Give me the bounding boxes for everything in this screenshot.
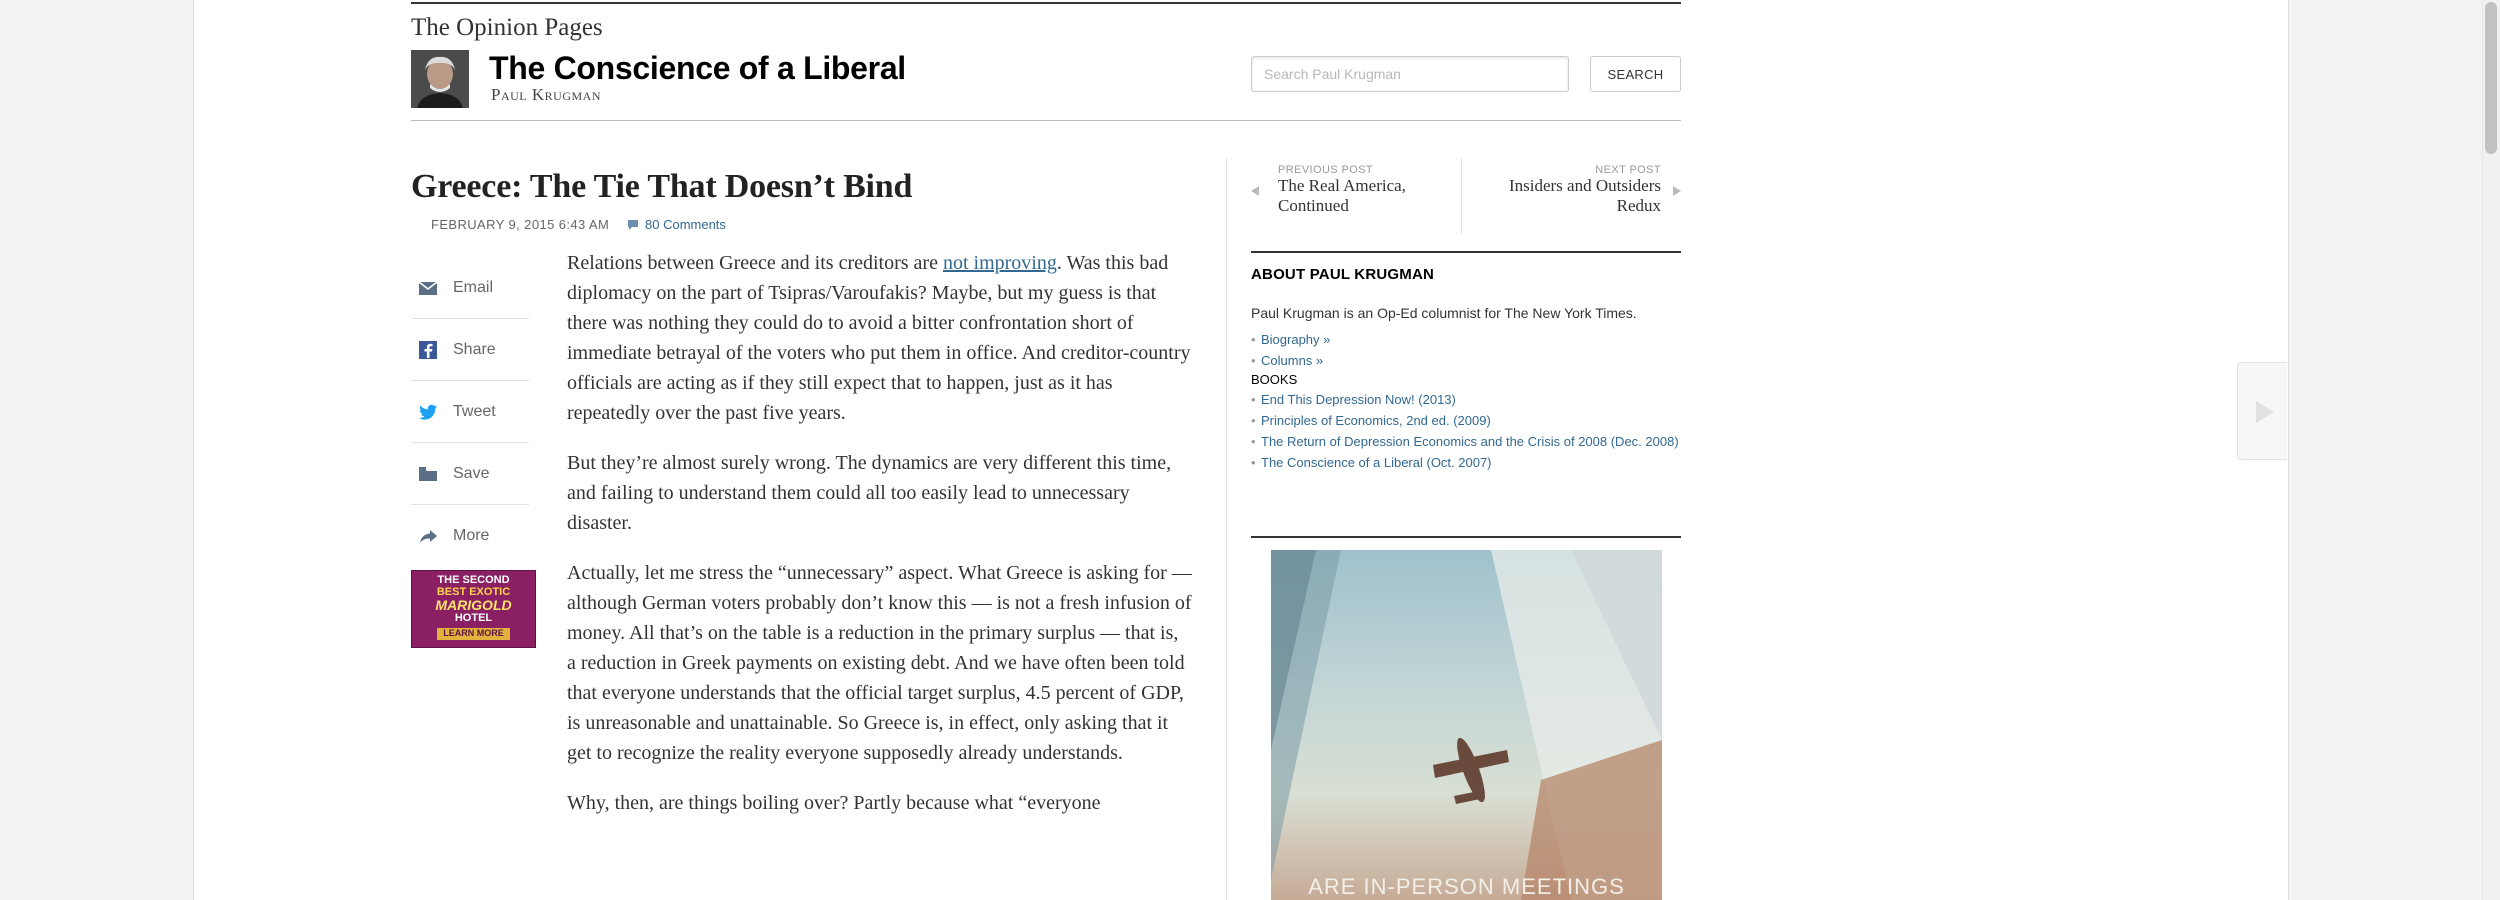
- comments-link[interactable]: [627, 217, 726, 232]
- ad-headline: ARE IN-PERSON MEETINGS: [1308, 874, 1625, 899]
- book-link[interactable]: • The Conscience of a Liberal (Oct. 2007): [1251, 455, 1681, 471]
- scrollbar-thumb[interactable]: [2485, 2, 2497, 154]
- folder-icon: [417, 463, 439, 485]
- p1-text-start: Relations between Greece and its creditors are: [567, 252, 943, 274]
- left-arrow-icon: [1251, 186, 1259, 196]
- comment-icon: [627, 219, 639, 231]
- share-facebook-label: Share: [453, 340, 496, 358]
- about-links: [1251, 332, 1681, 476]
- paragraph-4: Why, then, are things boiling over? Partly because what “everyone: [567, 792, 1101, 814]
- search-input[interactable]: [1251, 56, 1569, 92]
- save-label: Save: [453, 464, 490, 482]
- paragraph-1: [567, 248, 1192, 428]
- top-rule: [411, 2, 1681, 4]
- paragraph-2: But they’re almost surely wrong. The dynamics are very different this time, and failing to understand them could all too easily lead to unnecessary disaster.: [567, 452, 1172, 534]
- more-item[interactable]: [411, 505, 529, 567]
- share-email-label: Email: [453, 278, 494, 296]
- post-date: FEBRUARY 9, 2015 6:43 AM: [431, 217, 610, 232]
- share-twitter[interactable]: [411, 381, 529, 443]
- post-title: Greece: The Tie That Doesn’t Bind: [411, 168, 913, 205]
- next-post-link[interactable]: [1476, 158, 1681, 234]
- ad-line1: THE SECOND: [437, 574, 510, 586]
- post-nav-rule: [1251, 251, 1681, 253]
- comments-count: 80 Comments: [645, 217, 726, 232]
- twitter-icon: [417, 401, 439, 423]
- paragraph-3: Actually, let me stress the “unnecessary” aspect. What Greece is asking for — although German voters probably don’t know this — is not a fresh infusion of money. All that’s on the table is a reduction in the primary surplus — that is, a reduction in Greek payments on existing debt. And we have often been told that everyone understands that the official target surplus, 4.5 percent of GDP, is unreasonable and unattainable. So Greece is, in effect, only asking that it get to recognize the reality everyone supposedly already understands.: [567, 562, 1192, 764]
- next-article-tab[interactable]: [2237, 362, 2287, 460]
- blog-container: [411, 0, 1681, 900]
- share-arrow-icon: [417, 525, 439, 547]
- previous-post-kicker: PREVIOUS POST: [1278, 164, 1374, 176]
- ad-cta: LEARN MORE: [437, 628, 510, 639]
- save-item[interactable]: [411, 443, 529, 505]
- book-link[interactable]: • End This Depression Now! (2013): [1251, 392, 1681, 408]
- right-arrow-icon: [1673, 186, 1681, 196]
- books-heading: BOOKS: [1251, 372, 1298, 387]
- p1-text-end: . Was this bad diplomacy on the part of Tsipras/Varoufakis? Maybe, but my guess is that there was nothing they could do to avoid a bitter confrontation short of immediate betrayal of the voters who put them in office. And creditor-country officials are acting as if they still expect that to happen, just as it has repeatedly over the past five years.: [567, 252, 1191, 424]
- email-icon: [417, 277, 439, 299]
- ad-line4: HOTEL: [454, 611, 493, 624]
- section-title[interactable]: The Opinion Pages: [411, 14, 603, 41]
- next-post-title: Insiders and Outsiders Redux: [1508, 176, 1661, 215]
- blog-title[interactable]: The Conscience of a Liberal: [489, 50, 906, 86]
- previous-post-title: The Real America, Continued: [1278, 176, 1406, 215]
- ad-line3: MARIGOLD: [435, 597, 512, 614]
- next-post-kicker: NEXT POST: [1595, 164, 1661, 176]
- author-name[interactable]: Paul Krugman: [491, 85, 601, 104]
- airplane-icon: [1433, 735, 1509, 804]
- author-photo[interactable]: [411, 50, 469, 108]
- facebook-icon: [417, 339, 439, 361]
- share-twitter-label: Tweet: [453, 402, 496, 420]
- article-body: [567, 248, 1192, 838]
- previous-post-link[interactable]: [1251, 158, 1462, 234]
- post-navigation: [1251, 158, 1681, 252]
- ad-line2: BEST EXOTIC: [436, 585, 511, 598]
- about-rule: [1251, 536, 1681, 538]
- header-divider: [411, 120, 1681, 121]
- search-button[interactable]: SEARCH: [1590, 56, 1681, 92]
- biography-link[interactable]: • Biography »: [1251, 332, 1681, 348]
- not-improving-link[interactable]: not improving: [942, 252, 1057, 274]
- movie-ad[interactable]: [411, 570, 536, 648]
- skyscraper-illustration: [1271, 550, 1662, 900]
- more-label: More: [453, 527, 490, 544]
- share-facebook[interactable]: [411, 319, 529, 381]
- next-arrow-icon: [2238, 363, 2288, 461]
- book-link[interactable]: • The Return of Depression Economics and the Crisis of 2008 (Dec. 2008): [1251, 434, 1681, 450]
- share-tools: [411, 257, 529, 567]
- book-link[interactable]: • Principles of Economics, 2nd ed. (2009): [1251, 413, 1681, 429]
- sidebar-ad[interactable]: [1271, 550, 1662, 900]
- columns-link[interactable]: • Columns »: [1251, 353, 1681, 369]
- about-heading: ABOUT PAUL KRUGMAN: [1251, 266, 1435, 283]
- sidebar-divider: [1226, 158, 1227, 900]
- share-email[interactable]: [411, 257, 529, 319]
- about-description: Paul Krugman is an Op-Ed columnist for The New York Times.: [1251, 305, 1637, 321]
